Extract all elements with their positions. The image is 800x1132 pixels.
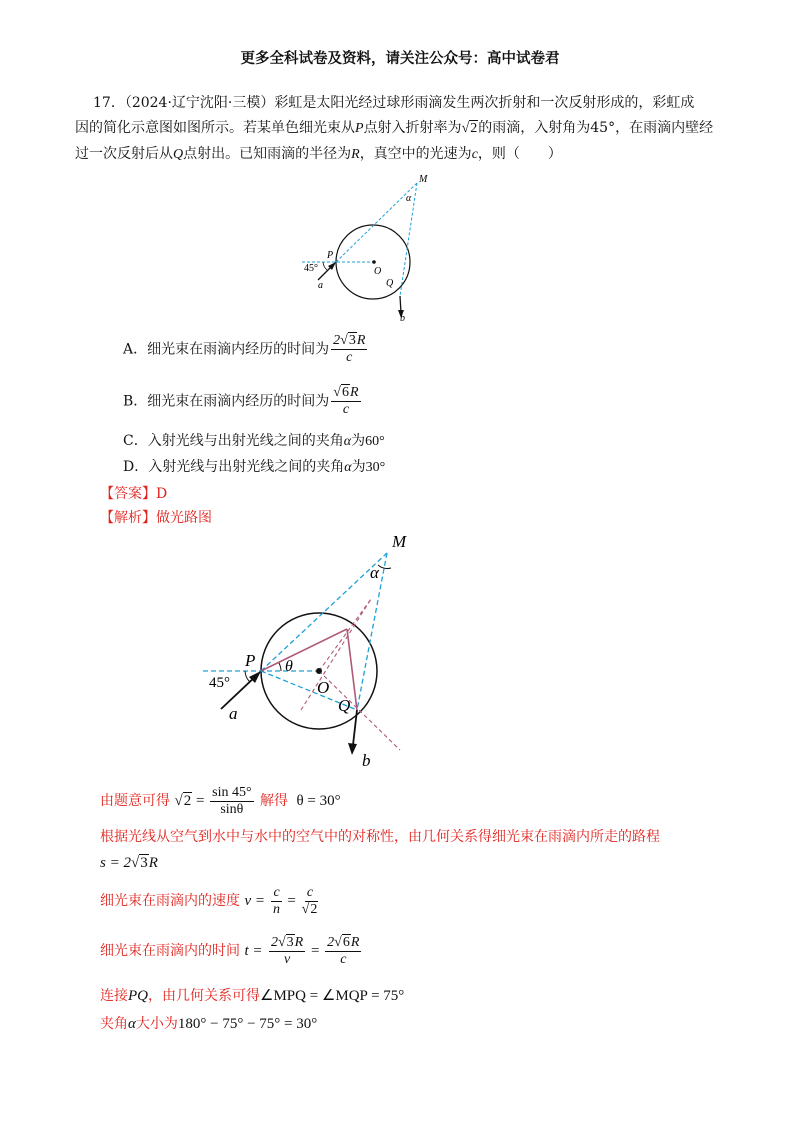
label-a: a [318, 280, 323, 291]
question-source: （2024·辽宁沈阳·三模） [124, 95, 275, 111]
option-C[interactable]: C．入射光线与出射光线之间的夹角α为60° [123, 433, 385, 449]
label-b: b [400, 313, 405, 324]
answer-label: 【答案】 [100, 486, 156, 502]
label-45: 45° [304, 263, 318, 274]
analysis-text: 做光路图 [156, 510, 212, 526]
solution-step-6: 连接PQ，由几何关系可得∠MPQ = ∠MQP = 75° [100, 988, 405, 1004]
solution-step-5: 细光束在雨滴内的时间 t = $\frac{2√3R}{v}$ = $\frac{2√6R}{c}$ [100, 935, 360, 967]
label-theta: θ [285, 658, 293, 675]
arrow-b-icon [348, 743, 357, 755]
label-O: O [374, 266, 382, 277]
answer-line [100, 483, 167, 503]
analysis-label: 【解析】 [100, 510, 156, 526]
solution-step-2: 根据光线从空气到水中与水中的空气中的对称性，由几何关系得细光束在雨滴内所走的路程 [100, 829, 660, 845]
question-line-1 [93, 91, 733, 116]
label-a: a [229, 704, 238, 723]
question-text: 彩虹是太阳光经过球形雨滴发生两次折射和一次反射形成的，彩虹成 [274, 95, 695, 111]
center-dot [316, 668, 322, 674]
label-M: M [419, 174, 428, 185]
question-number: 17． [93, 95, 125, 111]
label-alpha: α [370, 563, 379, 582]
solution-step-1: 由题意可得 √2 = $\frac{\sin 45^\circ}{\sin\theta}$ 解得 θ = 30° [100, 785, 341, 817]
solution-step-4: 细光束在雨滴内的速度 v = $\frac{c}{n}$ = $\frac{c}{√2}$ [100, 885, 318, 917]
incident-extension [261, 553, 387, 671]
option-A[interactable]: A．细光束在雨滴内经历的时间为 $\frac{2√3R}{c}$ [123, 333, 366, 365]
incident-extension [336, 183, 417, 262]
solution-step-3: s = 2√3R [100, 855, 158, 871]
page-header: 更多全科试卷及资料，请关注公众号：高中试卷君 [240, 50, 560, 67]
analysis-line [100, 507, 212, 527]
sqrt-2: √2 [461, 121, 478, 136]
label-M: M [392, 532, 407, 551]
label-P: P [327, 250, 334, 261]
option-D[interactable]: D．入射光线与出射光线之间的夹角α为30° [123, 459, 386, 475]
label-Q: Q [338, 696, 351, 715]
answer-value: D [156, 486, 168, 502]
label-alpha: α [406, 193, 412, 204]
exit-ray-b [353, 710, 357, 745]
center-dot [372, 260, 376, 264]
raindrop-figure-large [195, 525, 435, 775]
label-Q: Q [386, 278, 394, 289]
raindrop-figure-small [290, 170, 440, 330]
solution-step-7: 夹角α大小为180° − 75° − 75° = 30° [100, 1016, 318, 1032]
label-O: O [317, 678, 330, 697]
question-block [93, 91, 733, 116]
question-line-2: 因的简化示意图如图所示。若某单色细光束从P点射入折射率为√2的雨滴，入射角为45°，在雨滴内壁经 [75, 120, 714, 136]
option-B[interactable]: B．细光束在雨滴内经历的时间为 $\frac{√6R}{c}$ [123, 385, 359, 417]
label-P: P [245, 651, 256, 670]
normal-bottom [319, 671, 400, 750]
question-line-3: 过一次反射后从Q点射出。已知雨滴的半径为R，真空中的光速为c，则（ ） [75, 146, 562, 162]
label-b: b [362, 751, 371, 770]
label-45: 45° [209, 675, 230, 691]
